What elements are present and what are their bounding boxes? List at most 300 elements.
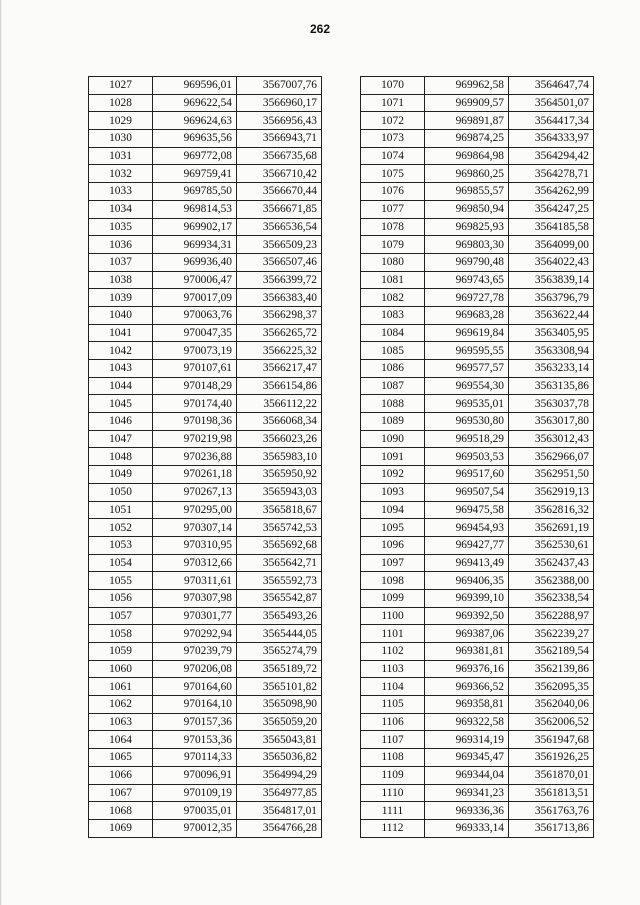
table-row [89,360,322,378]
y-coordinate-cell: 3566735,68 [237,147,322,165]
point-number-cell: 1040 [89,306,153,324]
table-row [89,802,322,820]
x-coordinate-cell: 969454,93 [425,519,509,537]
table-row [89,519,322,537]
point-number-cell: 1080 [361,253,425,271]
table-row [89,749,322,767]
y-coordinate-cell: 3563233,14 [509,360,594,378]
y-coordinate-cell: 3566671,85 [237,200,322,218]
y-coordinate-cell: 3566217,47 [237,360,322,378]
point-number-cell: 1111 [361,802,425,820]
x-coordinate-cell: 969936,40 [153,253,237,271]
x-coordinate-cell: 969381,81 [425,643,509,661]
y-coordinate-cell: 3562951,50 [509,466,594,484]
point-number-cell: 1088 [361,395,425,413]
y-coordinate-cell: 3565742,53 [237,519,322,537]
y-coordinate-cell: 3565059,20 [237,713,322,731]
point-number-cell: 1065 [89,749,153,767]
point-number-cell: 1036 [89,236,153,254]
point-number-cell: 1077 [361,200,425,218]
x-coordinate-cell: 969790,48 [425,253,509,271]
y-coordinate-cell: 3562338,54 [509,589,594,607]
x-coordinate-cell: 969803,30 [425,236,509,254]
point-number-cell: 1050 [89,483,153,501]
x-coordinate-cell: 969358,81 [425,696,509,714]
y-coordinate-cell: 3564817,01 [237,802,322,820]
table-row [361,483,594,501]
y-coordinate-cell: 3566068,34 [237,413,322,431]
table-row [89,483,322,501]
y-coordinate-cell: 3563622,44 [509,306,594,324]
table-row [89,643,322,661]
point-number-cell: 1079 [361,236,425,254]
point-number-cell: 1095 [361,519,425,537]
table-row [361,713,594,731]
x-coordinate-cell: 969518,29 [425,430,509,448]
table-row [361,236,594,254]
x-coordinate-cell: 969962,58 [425,77,509,95]
point-number-cell: 1068 [89,802,153,820]
x-coordinate-cell: 970153,36 [153,731,237,749]
x-coordinate-cell: 969902,17 [153,218,237,236]
table-row [89,94,322,112]
table-row [361,342,594,360]
x-coordinate-cell: 969619,84 [425,324,509,342]
x-coordinate-cell: 969855,57 [425,183,509,201]
y-coordinate-cell: 3562239,27 [509,625,594,643]
y-coordinate-cell: 3564294,42 [509,147,594,165]
x-coordinate-cell: 970107,61 [153,360,237,378]
point-number-cell: 1034 [89,200,153,218]
table-row [89,253,322,271]
table-row [361,377,594,395]
point-number-cell: 1071 [361,94,425,112]
y-coordinate-cell: 3565950,92 [237,466,322,484]
table-row [89,183,322,201]
x-coordinate-cell: 970312,66 [153,554,237,572]
point-number-cell: 1097 [361,554,425,572]
point-number-cell: 1069 [89,819,153,837]
point-number-cell: 1066 [89,766,153,784]
point-number-cell: 1072 [361,112,425,130]
y-coordinate-cell: 3564247,25 [509,200,594,218]
table-row [361,625,594,643]
table-row [89,696,322,714]
point-number-cell: 1046 [89,413,153,431]
y-coordinate-cell: 3565642,71 [237,554,322,572]
point-number-cell: 1029 [89,112,153,130]
table-row [89,271,322,289]
y-coordinate-cell: 3566710,42 [237,165,322,183]
table-row [361,271,594,289]
y-coordinate-cell: 3562095,35 [509,678,594,696]
point-number-cell: 1057 [89,607,153,625]
point-number-cell: 1049 [89,466,153,484]
point-number-cell: 1067 [89,784,153,802]
table-row [361,784,594,802]
x-coordinate-cell: 970310,95 [153,536,237,554]
table-row [361,731,594,749]
y-coordinate-cell: 3561926,25 [509,749,594,767]
table-row [361,802,594,820]
point-number-cell: 1059 [89,643,153,661]
table-row [361,466,594,484]
point-number-cell: 1047 [89,430,153,448]
x-coordinate-cell: 969909,57 [425,94,509,112]
y-coordinate-cell: 3564185,58 [509,218,594,236]
y-coordinate-cell: 3563012,43 [509,430,594,448]
y-coordinate-cell: 3564333,97 [509,130,594,148]
x-coordinate-cell: 969507,54 [425,483,509,501]
y-coordinate-cell: 3566383,40 [237,289,322,307]
point-number-cell: 1100 [361,607,425,625]
x-coordinate-cell: 969554,30 [425,377,509,395]
point-number-cell: 1030 [89,130,153,148]
table-row [361,306,594,324]
point-number-cell: 1032 [89,165,153,183]
table-row [89,625,322,643]
y-coordinate-cell: 3566960,17 [237,94,322,112]
x-coordinate-cell: 970198,36 [153,413,237,431]
y-coordinate-cell: 3562189,54 [509,643,594,661]
x-coordinate-cell: 970206,08 [153,660,237,678]
table-row [89,731,322,749]
y-coordinate-cell: 3562388,00 [509,572,594,590]
y-coordinate-cell: 3562040,06 [509,696,594,714]
x-coordinate-cell: 970311,61 [153,572,237,590]
y-coordinate-cell: 3561947,68 [509,731,594,749]
point-number-cell: 1099 [361,589,425,607]
point-number-cell: 1105 [361,696,425,714]
point-number-cell: 1041 [89,324,153,342]
point-number-cell: 1090 [361,430,425,448]
table-row [89,554,322,572]
point-number-cell: 1042 [89,342,153,360]
x-coordinate-cell: 969517,60 [425,466,509,484]
x-coordinate-cell: 969624,63 [153,112,237,130]
table-row [361,501,594,519]
y-coordinate-cell: 3564099,00 [509,236,594,254]
point-number-cell: 1085 [361,342,425,360]
point-number-cell: 1063 [89,713,153,731]
y-coordinate-cell: 3565043,81 [237,731,322,749]
x-coordinate-cell: 970063,76 [153,306,237,324]
y-coordinate-cell: 3564977,85 [237,784,322,802]
table-row [89,200,322,218]
x-coordinate-cell: 969503,53 [425,448,509,466]
table-row [361,360,594,378]
x-coordinate-cell: 969344,04 [425,766,509,784]
table-row [89,430,322,448]
table-row [361,200,594,218]
table-row [361,112,594,130]
table-row [361,289,594,307]
table-row [89,395,322,413]
x-coordinate-cell: 970267,13 [153,483,237,501]
table-row [361,77,594,95]
point-number-cell: 1035 [89,218,153,236]
x-coordinate-cell: 970035,01 [153,802,237,820]
y-coordinate-cell: 3562288,97 [509,607,594,625]
table-row [361,253,594,271]
y-coordinate-cell: 3565983,10 [237,448,322,466]
table-row [89,112,322,130]
y-coordinate-cell: 3565592,73 [237,572,322,590]
y-coordinate-cell: 3566509,23 [237,236,322,254]
table-row [361,643,594,661]
y-coordinate-cell: 3564766,28 [237,819,322,837]
table-row [89,766,322,784]
x-coordinate-cell: 970301,77 [153,607,237,625]
point-number-cell: 1060 [89,660,153,678]
y-coordinate-cell: 3563017,80 [509,413,594,431]
y-coordinate-cell: 3566956,43 [237,112,322,130]
table-row [89,306,322,324]
point-number-cell: 1092 [361,466,425,484]
y-coordinate-cell: 3565098,90 [237,696,322,714]
x-coordinate-cell: 969427,77 [425,536,509,554]
x-coordinate-cell: 970174,40 [153,395,237,413]
point-number-cell: 1098 [361,572,425,590]
y-coordinate-cell: 3565101,82 [237,678,322,696]
table-row [89,130,322,148]
point-number-cell: 1106 [361,713,425,731]
table-row [89,660,322,678]
x-coordinate-cell: 970047,35 [153,324,237,342]
table-row [89,448,322,466]
point-number-cell: 1109 [361,766,425,784]
page-number: 262 [309,22,331,36]
y-coordinate-cell: 3562006,52 [509,713,594,731]
point-number-cell: 1086 [361,360,425,378]
x-coordinate-cell: 969595,55 [425,342,509,360]
x-coordinate-cell: 969727,78 [425,289,509,307]
y-coordinate-cell: 3561870,01 [509,766,594,784]
table-row [89,607,322,625]
x-coordinate-cell: 969333,14 [425,819,509,837]
point-number-cell: 1061 [89,678,153,696]
table-row [361,572,594,590]
point-number-cell: 1064 [89,731,153,749]
y-coordinate-cell: 3565943,03 [237,483,322,501]
point-number-cell: 1084 [361,324,425,342]
point-number-cell: 1091 [361,448,425,466]
point-number-cell: 1110 [361,784,425,802]
x-coordinate-cell: 970164,10 [153,696,237,714]
x-coordinate-cell: 970219,98 [153,430,237,448]
x-coordinate-cell: 969934,31 [153,236,237,254]
point-number-cell: 1062 [89,696,153,714]
x-coordinate-cell: 969596,01 [153,77,237,95]
table-row [89,342,322,360]
point-number-cell: 1104 [361,678,425,696]
x-coordinate-cell: 969743,65 [425,271,509,289]
table-row [361,183,594,201]
x-coordinate-cell: 969530,80 [425,413,509,431]
y-coordinate-cell: 3561763,76 [509,802,594,820]
y-coordinate-cell: 3563135,86 [509,377,594,395]
y-coordinate-cell: 3563308,94 [509,342,594,360]
x-coordinate-cell: 969392,50 [425,607,509,625]
point-number-cell: 1082 [361,289,425,307]
scan-edge [0,0,2,905]
x-coordinate-cell: 970164,60 [153,678,237,696]
x-coordinate-cell: 970239,79 [153,643,237,661]
y-coordinate-cell: 3562530,61 [509,536,594,554]
y-coordinate-cell: 3565444,05 [237,625,322,643]
table-row [89,713,322,731]
table-row [361,678,594,696]
table-row [361,218,594,236]
point-number-cell: 1107 [361,731,425,749]
point-number-cell: 1054 [89,554,153,572]
table-row [89,147,322,165]
point-number-cell: 1053 [89,536,153,554]
point-number-cell: 1089 [361,413,425,431]
table-row [89,218,322,236]
point-number-cell: 1031 [89,147,153,165]
coordinates-table-left [88,76,322,838]
point-number-cell: 1081 [361,271,425,289]
x-coordinate-cell: 969475,58 [425,501,509,519]
x-coordinate-cell: 970012,35 [153,819,237,837]
y-coordinate-cell: 3564262,99 [509,183,594,201]
y-coordinate-cell: 3562437,43 [509,554,594,572]
table-row [361,536,594,554]
y-coordinate-cell: 3561713,86 [509,819,594,837]
point-number-cell: 1087 [361,377,425,395]
table-row [361,766,594,784]
table-row [361,430,594,448]
x-coordinate-cell: 970307,14 [153,519,237,537]
x-coordinate-cell: 970073,19 [153,342,237,360]
x-coordinate-cell: 970236,88 [153,448,237,466]
y-coordinate-cell: 3564501,07 [509,94,594,112]
table-row [89,466,322,484]
y-coordinate-cell: 3562691,19 [509,519,594,537]
table-row [361,324,594,342]
table-row [361,819,594,837]
x-coordinate-cell: 969814,53 [153,200,237,218]
table-row [361,749,594,767]
x-coordinate-cell: 969577,57 [425,360,509,378]
x-coordinate-cell: 969785,50 [153,183,237,201]
x-coordinate-cell: 969376,16 [425,660,509,678]
y-coordinate-cell: 3566536,54 [237,218,322,236]
y-coordinate-cell: 3566507,46 [237,253,322,271]
y-coordinate-cell: 3562816,32 [509,501,594,519]
x-coordinate-cell: 969341,23 [425,784,509,802]
y-coordinate-cell: 3566943,71 [237,130,322,148]
y-coordinate-cell: 3564278,71 [509,165,594,183]
table-row [89,413,322,431]
y-coordinate-cell: 3563405,95 [509,324,594,342]
point-number-cell: 1044 [89,377,153,395]
point-number-cell: 1033 [89,183,153,201]
y-coordinate-cell: 3564994,29 [237,766,322,784]
y-coordinate-cell: 3564417,34 [509,112,594,130]
point-number-cell: 1076 [361,183,425,201]
point-number-cell: 1094 [361,501,425,519]
y-coordinate-cell: 3567007,76 [237,77,322,95]
y-coordinate-cell: 3562139,86 [509,660,594,678]
x-coordinate-cell: 969336,36 [425,802,509,820]
table-row [361,395,594,413]
x-coordinate-cell: 969825,93 [425,218,509,236]
x-coordinate-cell: 970261,18 [153,466,237,484]
point-number-cell: 1074 [361,147,425,165]
y-coordinate-cell: 3562919,13 [509,483,594,501]
x-coordinate-cell: 969345,47 [425,749,509,767]
x-coordinate-cell: 970292,94 [153,625,237,643]
table-row [361,448,594,466]
table-row [89,236,322,254]
table-row [89,819,322,837]
point-number-cell: 1073 [361,130,425,148]
y-coordinate-cell: 3566670,44 [237,183,322,201]
point-number-cell: 1052 [89,519,153,537]
table-row [361,660,594,678]
x-coordinate-cell: 969387,06 [425,625,509,643]
y-coordinate-cell: 3561813,51 [509,784,594,802]
x-coordinate-cell: 970307,98 [153,589,237,607]
table-row [361,589,594,607]
y-coordinate-cell: 3566112,22 [237,395,322,413]
y-coordinate-cell: 3566265,72 [237,324,322,342]
y-coordinate-cell: 3565542,87 [237,589,322,607]
point-number-cell: 1112 [361,819,425,837]
x-coordinate-cell: 969622,54 [153,94,237,112]
point-number-cell: 1096 [361,536,425,554]
y-coordinate-cell: 3563796,79 [509,289,594,307]
x-coordinate-cell: 969759,41 [153,165,237,183]
table-row [361,413,594,431]
point-number-cell: 1037 [89,253,153,271]
table-row [89,536,322,554]
x-coordinate-cell: 969535,01 [425,395,509,413]
y-coordinate-cell: 3566298,37 [237,306,322,324]
x-coordinate-cell: 970109,19 [153,784,237,802]
point-number-cell: 1055 [89,572,153,590]
y-coordinate-cell: 3564022,43 [509,253,594,271]
x-coordinate-cell: 969399,10 [425,589,509,607]
point-number-cell: 1083 [361,306,425,324]
x-coordinate-cell: 969322,58 [425,713,509,731]
x-coordinate-cell: 969860,25 [425,165,509,183]
y-coordinate-cell: 3565818,67 [237,501,322,519]
y-coordinate-cell: 3565274,79 [237,643,322,661]
y-coordinate-cell: 3565189,72 [237,660,322,678]
x-coordinate-cell: 969772,08 [153,147,237,165]
point-number-cell: 1070 [361,77,425,95]
point-number-cell: 1093 [361,483,425,501]
point-number-cell: 1078 [361,218,425,236]
y-coordinate-cell: 3565493,26 [237,607,322,625]
table-row [89,678,322,696]
table-row [89,377,322,395]
x-coordinate-cell: 969874,25 [425,130,509,148]
x-coordinate-cell: 969864,98 [425,147,509,165]
table-row [89,572,322,590]
y-coordinate-cell: 3566225,32 [237,342,322,360]
table-row [89,289,322,307]
table-row [361,519,594,537]
table-row [361,94,594,112]
x-coordinate-cell: 970114,33 [153,749,237,767]
x-coordinate-cell: 969891,87 [425,112,509,130]
x-coordinate-cell: 969850,94 [425,200,509,218]
table-row [89,77,322,95]
